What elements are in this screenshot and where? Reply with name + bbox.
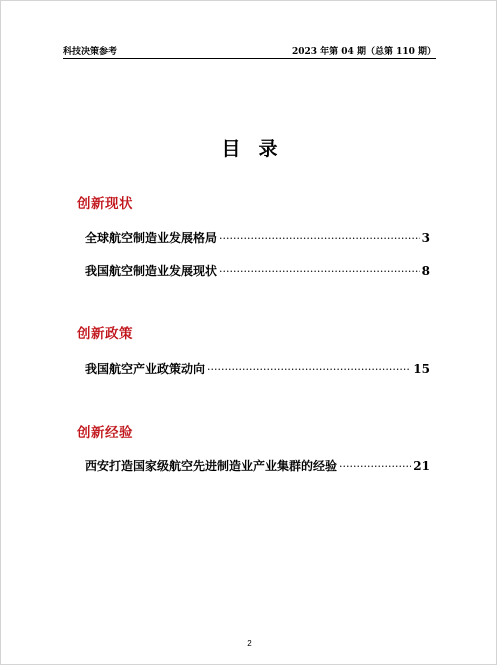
toc-entry-page: 8	[421, 264, 430, 278]
page-number: 2	[247, 639, 252, 648]
toc-entry-page: 3	[421, 231, 430, 245]
toc-entry-title: 我国航空制造业发展现状	[85, 264, 218, 278]
issue-info: 2023 年第 04 期（总第 110 期）	[291, 47, 436, 57]
toc-entry[interactable]	[85, 262, 430, 280]
dot-leader	[219, 232, 420, 245]
toc-entry-title: 西安打造国家级航空先进制造业产业集群的经验	[85, 459, 338, 473]
toc-entry[interactable]	[85, 457, 430, 475]
toc-entry-title: 全球航空制造业发展格局	[85, 231, 218, 245]
toc-title: 目录	[221, 138, 296, 160]
toc-entry-page: 21	[413, 459, 430, 473]
page-header	[63, 41, 436, 57]
section-heading-innovation-experience: 创新经验	[77, 425, 133, 441]
toc-entry-title: 我国航空产业政策动向	[85, 362, 206, 376]
dot-leader	[219, 265, 420, 278]
dot-leader	[339, 460, 411, 473]
section-heading-innovation-policy: 创新政策	[77, 326, 133, 342]
journal-name: 科技决策参考	[63, 47, 118, 57]
toc-entry[interactable]	[85, 360, 430, 378]
toc-entry[interactable]	[85, 229, 430, 247]
toc-entry-page: 15	[413, 362, 430, 376]
section-heading-innovation-status: 创新现状	[77, 196, 133, 212]
dot-leader	[207, 363, 411, 376]
header-divider	[63, 58, 436, 59]
